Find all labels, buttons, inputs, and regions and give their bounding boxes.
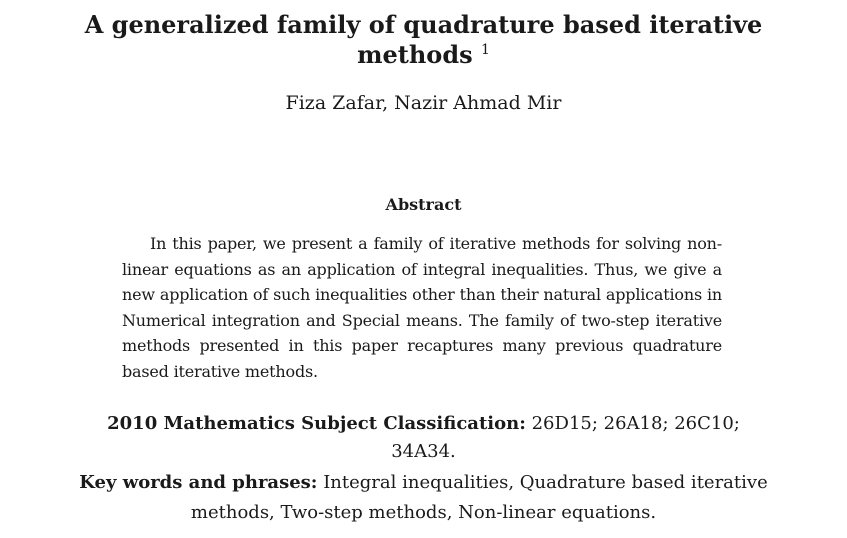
paper-title <box>40 10 807 70</box>
paper-authors: Fiza Zafar, Nazir Ahmad Mir <box>285 92 562 114</box>
paper-title-text: A generalized family of quadrature based iterative methods <box>84 10 763 69</box>
keywords <box>60 468 787 528</box>
abstract-body: In this paper, we present a family of iterative methods for solving non-linear equations as an application of integral inequalities. Thus, we give a new application of such inequalities other than their natural applications in Numerical integration and Special means. The family of two-step iterative methods presented in this paper recaptures many previous quadrature based iterative methods. <box>122 234 722 381</box>
subject-classification-value: 26D15; 26A18; 26C10; 34A34. <box>391 413 740 462</box>
keywords-label: Key words and phrases: <box>79 472 318 493</box>
keywords-value: Integral inequalities, Quadrature based iterative methods, Two-step methods, Non-linear equations. <box>190 472 768 523</box>
subject-classification <box>80 410 767 466</box>
abstract-heading: Abstract <box>385 195 462 214</box>
subject-classification-label: 2010 Mathematics Subject Classification: <box>107 413 526 434</box>
title-footnote-marker: 1 <box>480 42 490 58</box>
